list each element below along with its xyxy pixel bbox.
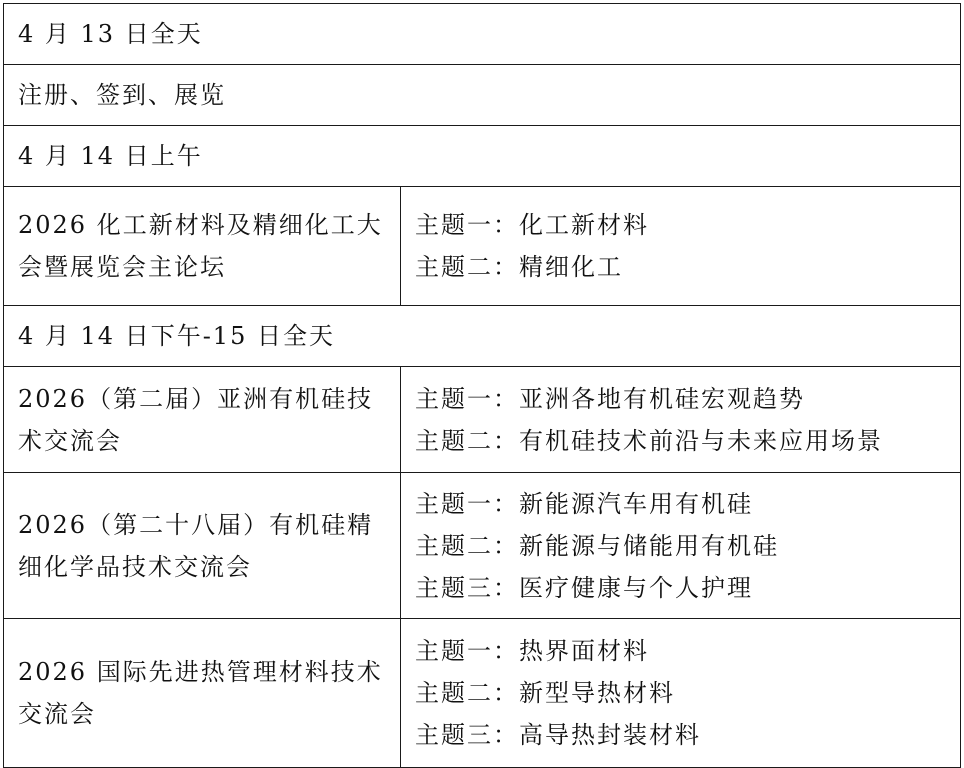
topic-item: 主题二：有机硅技术前沿与未来应用场景 xyxy=(415,426,883,455)
session-row xyxy=(4,367,961,473)
activity-row xyxy=(4,65,961,126)
session-title: 2026 国际先进热管理材料技术交流会 xyxy=(18,658,383,728)
session-title-cell xyxy=(4,187,401,306)
session-topics-cell xyxy=(401,619,961,768)
session-topics-cell xyxy=(401,187,961,306)
session-title: 2026 化工新材料及精细化工大会暨展览会主论坛 xyxy=(18,211,383,281)
session-title-cell xyxy=(4,473,401,619)
topic-item: 主题二：新能源与储能用有机硅 xyxy=(415,531,779,560)
session-title: 2026（第二届）亚洲有机硅技术交流会 xyxy=(18,384,374,455)
topic-item: 主题一：化工新材料 xyxy=(415,211,649,239)
session-topics-cell xyxy=(401,473,961,619)
date-text: 4 月 14 日上午 xyxy=(18,142,203,170)
topic-item: 主题三：医疗健康与个人护理 xyxy=(415,573,753,602)
agenda-table xyxy=(3,3,961,768)
session-row xyxy=(4,619,961,768)
date-cell xyxy=(4,306,961,367)
topic-item: 主题一：新能源汽车用有机硅 xyxy=(415,489,753,518)
topic-item: 主题二：新型导热材料 xyxy=(415,679,675,707)
session-title-cell xyxy=(4,619,401,768)
date-row xyxy=(4,126,961,187)
session-title-cell xyxy=(4,367,401,473)
date-cell xyxy=(4,4,961,65)
activity-cell xyxy=(4,65,961,126)
session-row xyxy=(4,473,961,619)
session-row xyxy=(4,187,961,306)
date-cell xyxy=(4,126,961,187)
date-text: 4 月 13 日全天 xyxy=(18,20,203,48)
topic-item: 主题一：亚洲各地有机硅宏观趋势 xyxy=(415,384,805,413)
date-row xyxy=(4,4,961,65)
session-title: 2026（第二十八届）有机硅精细化学品技术交流会 xyxy=(18,510,374,581)
topic-item: 主题三：高导热封装材料 xyxy=(415,721,701,749)
date-text: 4 月 14 日下午-15 日全天 xyxy=(18,322,335,350)
session-topics-cell xyxy=(401,367,961,473)
topic-item: 主题二：精细化工 xyxy=(415,253,623,281)
activity-text: 注册、签到、展览 xyxy=(18,81,226,109)
date-row xyxy=(4,306,961,367)
topic-item: 主题一：热界面材料 xyxy=(415,637,649,665)
